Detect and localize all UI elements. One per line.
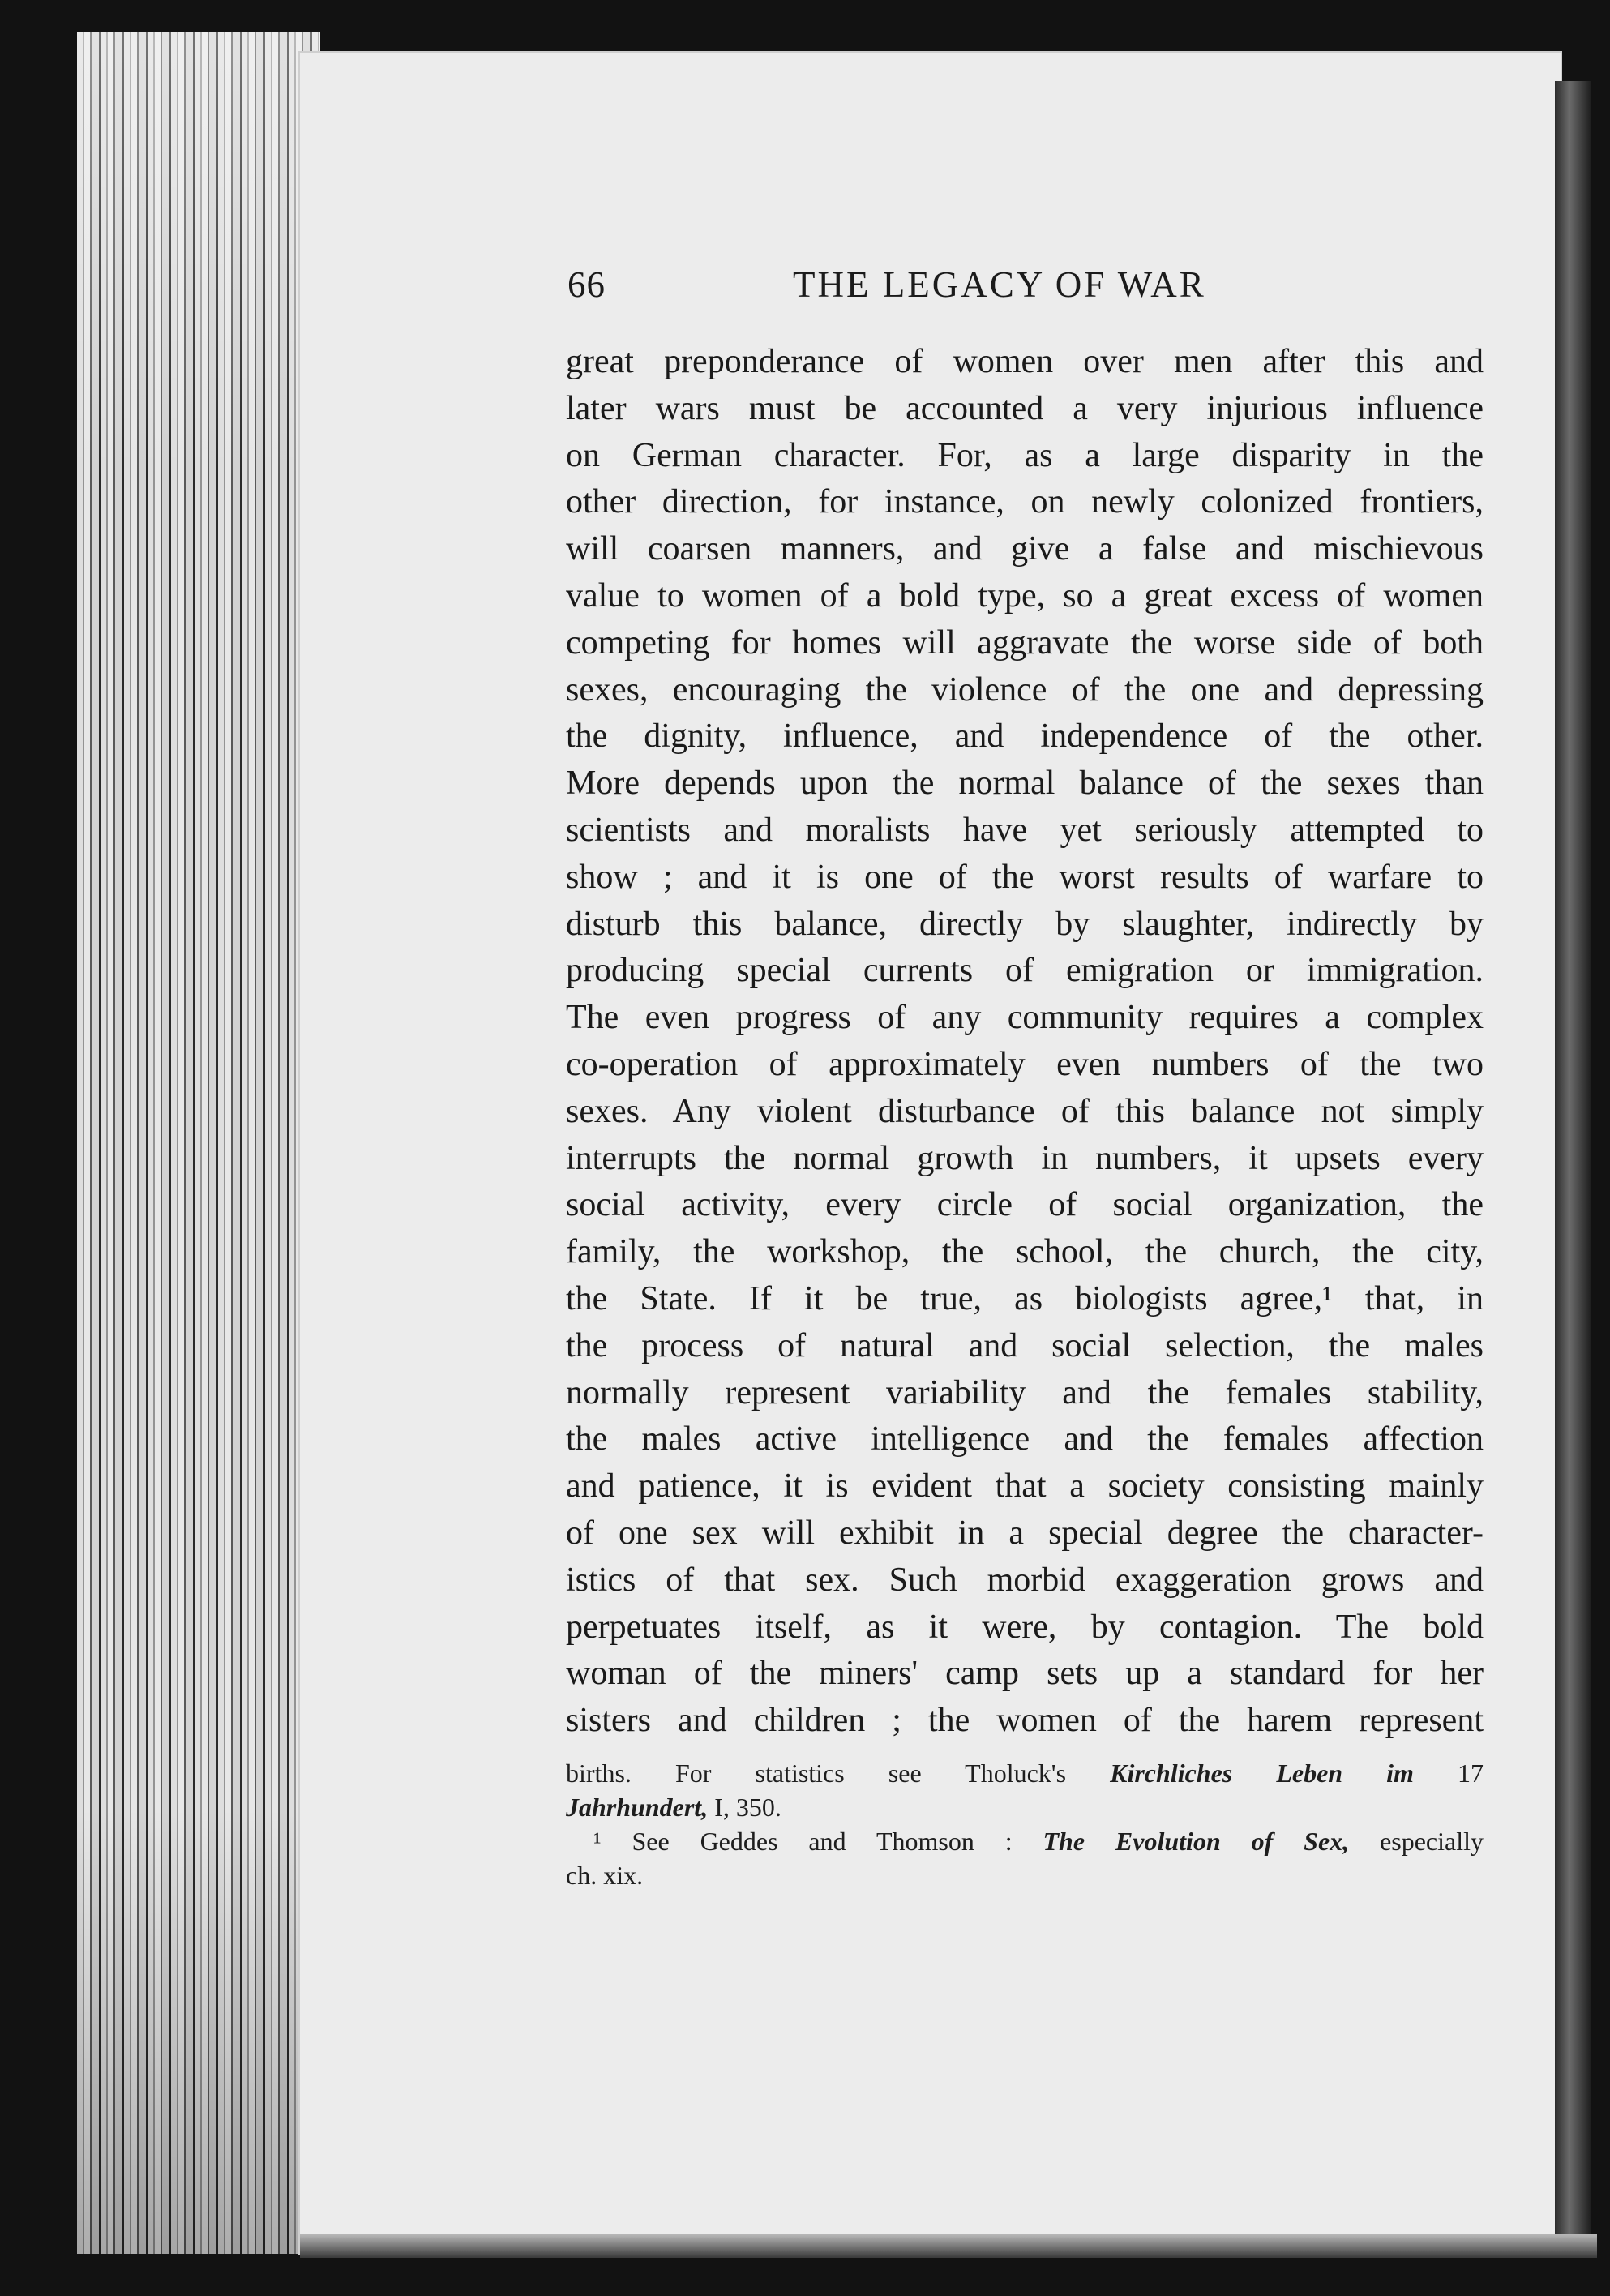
body-line: on German character. For, as a large disparity in the: [566, 436, 1484, 474]
body-line: The even progress of any community requires a complex: [566, 999, 1484, 1037]
body-line: later wars must be accounted a very injurious influence: [566, 389, 1484, 427]
body-line: show ; and it is one of the worst results of warfare to: [566, 858, 1484, 896]
footnote-text: I, 350.: [708, 1793, 781, 1822]
body-text: [566, 339, 1484, 1745]
footnote-line: ch. xix.: [566, 1861, 644, 1890]
page-bottom-shadow: [300, 2234, 1597, 2258]
body-line: istics of that sex. Such morbid exaggeration grows and: [566, 1561, 1484, 1599]
page-edge-shading: [77, 32, 320, 2254]
page-header: [567, 263, 1492, 328]
footnote-text: births. For statistics see Tholuck's: [566, 1758, 1111, 1788]
body-line: More depends upon the normal balance of the sexes than: [566, 765, 1484, 803]
body-line: sexes. Any violent disturbance of this balance not simply: [566, 1092, 1484, 1130]
body-line: scientists and moralists have yet seriously attempted to: [566, 811, 1484, 849]
body-line: will coarsen manners, and give a false and mischievous: [566, 530, 1484, 568]
body-line: of one sex will exhibit in a special degree the character-: [566, 1514, 1484, 1552]
body-line: disturb this balance, directly by slaughter, indirectly by: [566, 905, 1484, 943]
page-number: 66: [567, 264, 606, 305]
body-line: sisters and children ; the women of the harem represent: [566, 1702, 1484, 1740]
body-line: interrupts the normal growth in numbers, it upsets every: [566, 1139, 1484, 1177]
body-line: and patience, it is evident that a society consisting mainly: [566, 1467, 1484, 1506]
footnote-title: The Evolution of Sex,: [1043, 1827, 1350, 1856]
body-line: value to women of a bold type, so a great excess of women: [566, 576, 1484, 615]
footnote-line: [566, 1756, 1484, 1790]
footnote-title: Jahrhundert,: [566, 1793, 709, 1822]
body-line: normally represent variability and the females stability,: [566, 1373, 1484, 1411]
footnote-line: [566, 1824, 1484, 1858]
body-line: producing special currents of emigration or immigration.: [566, 952, 1484, 990]
footnote-title: Kirchliches Leben im: [1110, 1758, 1414, 1788]
body-line: the State. If it be true, as biologists agree,¹ that, in: [566, 1279, 1484, 1317]
footnotes: [566, 1756, 1484, 1892]
body-line: woman of the miners' camp sets up a standard for her: [566, 1655, 1484, 1693]
footnote-text: 17: [1413, 1758, 1484, 1788]
body-line: competing for homes will aggravate the worse side of both: [566, 623, 1484, 662]
body-line: the process of natural and social selection, the males: [566, 1326, 1484, 1364]
body-line: co-operation of approximately even numbers of the two: [566, 1045, 1484, 1083]
footnote-text: especially: [1349, 1827, 1484, 1856]
running-head: THE LEGACY OF WAR: [793, 264, 1206, 305]
body-line: the males active intelligence and the females affection: [566, 1420, 1484, 1459]
footnote-line: [566, 1790, 1484, 1824]
body-line: sexes, encouraging the violence of the one and depressing: [566, 670, 1484, 709]
body-line: perpetuates itself, as it were, by contagion. The bold: [566, 1608, 1484, 1646]
body-line: social activity, every circle of social organization, the: [566, 1186, 1484, 1224]
page-right-shadow: [1555, 81, 1591, 2238]
body-line: great preponderance of women over men after this and: [566, 343, 1484, 380]
body-line: the dignity, influence, and independence of the other.: [566, 718, 1484, 756]
footnote-text: ¹ See Geddes and Thomson :: [593, 1827, 1043, 1856]
body-line: family, the workshop, the school, the church, the city,: [566, 1233, 1484, 1271]
body-line: other direction, for instance, on newly colonized frontiers,: [566, 483, 1484, 521]
